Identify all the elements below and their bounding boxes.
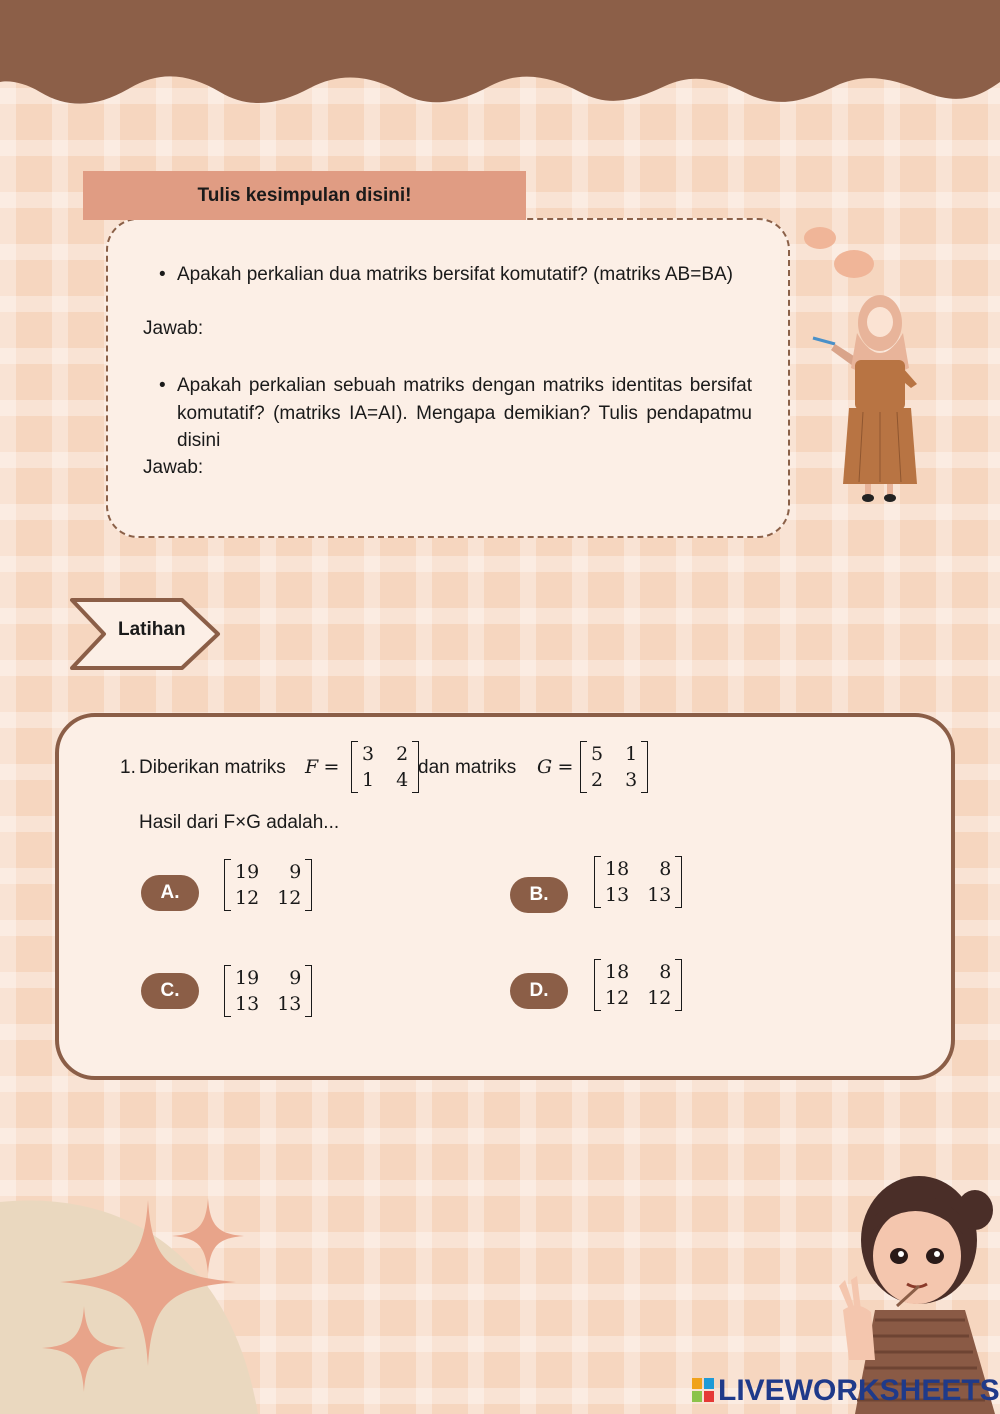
question-conjunction: dan matriks: [418, 757, 517, 778]
matrix-g-equals: =: [557, 756, 574, 778]
conclusion-header: Tulis kesimpulan disini!: [83, 171, 526, 220]
matrix-g-name: G: [537, 756, 553, 778]
matrix-cell: 13: [647, 884, 672, 906]
question-intro: Diberikan matriks: [139, 757, 286, 778]
matrix-cell: 8: [659, 858, 672, 880]
option-c-matrix[interactable]: [224, 965, 312, 1017]
option-d-button[interactable]: D.: [510, 973, 568, 1009]
matrix-cell: 1: [362, 769, 375, 791]
thought-bubble-large: [834, 250, 874, 278]
bottom-left-decoration: [0, 1190, 260, 1414]
teacher-illustration: [805, 288, 925, 508]
liveworksheets-logo-text: LIVEWORKSHEETS: [718, 1374, 1000, 1407]
matrix-cell: 1: [625, 743, 638, 765]
matrix-cell: 13: [235, 993, 260, 1015]
question-prompt: Hasil dari F×G adalah...: [139, 812, 340, 833]
matrix-cell: 9: [289, 967, 302, 989]
matrix-cell: 2: [591, 769, 604, 791]
option-c-button[interactable]: C.: [141, 973, 199, 1009]
matrix-cell: 12: [605, 987, 630, 1009]
matrix-cell: 4: [396, 769, 409, 791]
matrix-cell: 12: [647, 987, 672, 1009]
conclusion-question-2: • Apakah perkalian sebuah matriks dengan matriks identitas bersifat komutatif? (matriks IA=AI). Mengapa demikian? Tulis pendapatmu disini: [177, 372, 752, 455]
matrix-cell: 12: [235, 887, 260, 909]
matrix-f-equation: [305, 756, 339, 779]
matrix-f-equals: =: [323, 756, 340, 778]
answer-label-2: Jawab:: [143, 457, 204, 478]
matrix-cell: 3: [362, 743, 375, 765]
matrix-cell: 12: [277, 887, 302, 909]
matrix-cell: 19: [235, 967, 260, 989]
matrix-g: [580, 741, 648, 793]
conclusion-question-1: • Apakah perkalian dua matriks bersifat komutatif? (matriks AB=BA): [177, 261, 752, 289]
liveworksheets-logo-icon: [692, 1378, 714, 1402]
matrix-cell: 2: [396, 743, 409, 765]
matrix-cell: 18: [605, 961, 630, 983]
thought-bubble-small: [804, 227, 836, 249]
matrix-cell: 13: [277, 993, 302, 1015]
question-number: 1.: [120, 757, 136, 778]
option-b-matrix[interactable]: [594, 856, 682, 908]
option-a-button[interactable]: A.: [141, 875, 199, 911]
matrix-cell: 5: [591, 743, 604, 765]
option-d-matrix[interactable]: [594, 959, 682, 1011]
option-b-button[interactable]: B.: [510, 877, 568, 913]
matrix-cell: 18: [605, 858, 630, 880]
matrix-cell: 19: [235, 861, 260, 883]
matrix-cell: 3: [625, 769, 638, 791]
top-wave-decoration: [0, 0, 1000, 115]
option-a-matrix[interactable]: [224, 859, 312, 911]
matrix-f-name: F: [305, 756, 319, 778]
matrix-cell: 9: [289, 861, 302, 883]
answer-label-1: Jawab:: [143, 318, 204, 339]
latihan-label: Latihan: [118, 619, 186, 640]
matrix-cell: 8: [659, 961, 672, 983]
matrix-f: [351, 741, 419, 793]
matrix-g-equation: [537, 756, 573, 779]
matrix-cell: 13: [605, 884, 630, 906]
